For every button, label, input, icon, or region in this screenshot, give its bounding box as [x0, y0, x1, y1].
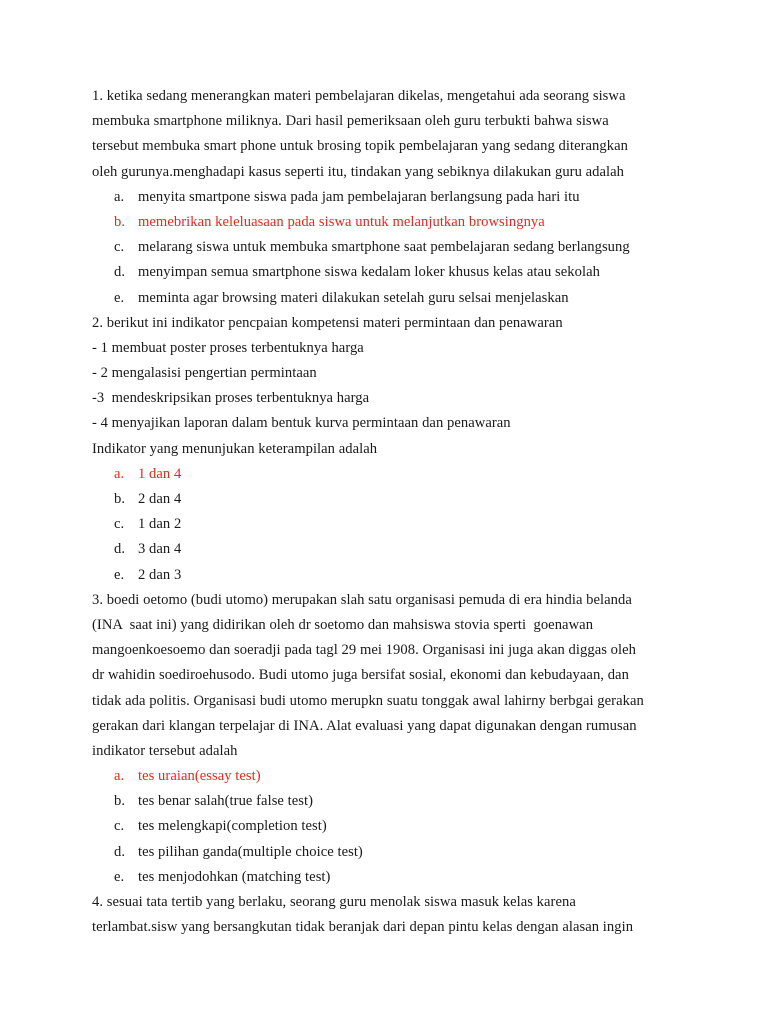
option-text: menyita smartpone siswa pada jam pembelajaran berlangsung pada hari itu	[138, 188, 580, 205]
option-letter: a.	[114, 768, 125, 785]
question-2-indicator-line: - 2 mengalasisi pengertian permintaan	[92, 365, 317, 382]
question-4	[92, 890, 682, 940]
option-text: menyimpan semua smartphone siswa kedalam loker khusus kelas atau sekolah	[138, 264, 600, 281]
question-2-indicator-line: - 1 membuat poster proses terbentuknya harga	[92, 339, 364, 356]
question-3-text-line: mangoenkoesoemo dan soeradji pada tagl 29 mei 1908. Organisasi ini juga akan diggas oleh	[92, 642, 636, 659]
question-2	[92, 311, 682, 588]
option-letter: c.	[114, 516, 125, 533]
option-text: tes uraian(essay test)	[138, 768, 261, 785]
option-text: 2 dan 4	[138, 491, 182, 507]
option-letter: c.	[114, 818, 125, 835]
option-text: tes benar salah(true false test)	[138, 793, 314, 810]
option-letter: c.	[114, 239, 125, 256]
question-2-option-b	[92, 487, 682, 512]
option-letter: d.	[114, 541, 126, 558]
question-2-indicator-line: -3 mendeskripsikan proses terbentuknya harga	[92, 390, 370, 407]
question-1-option-b-answer	[92, 210, 682, 235]
question-2-text-line: 2. berikut ini indikator pencpaian kompetensi materi permintaan dan penawaran	[92, 314, 563, 331]
question-3-text-line: (INA saat ini) yang didirikan oleh dr soetomo dan mahsiswa stovia sperti goenawan	[92, 616, 594, 633]
option-text: 1 dan 4	[138, 465, 182, 482]
question-4-text-line: 4. sesuai tata tertib yang berlaku, seorang guru menolak siswa masuk kelas karena	[92, 894, 576, 910]
question-1-text-line: oleh gurunya.menghadapi kasus seperti itu, tindakan yang sebiknya dilakukan guru adalah	[92, 163, 625, 180]
question-3-text-line: gerakan dari klangan terpelajar di INA. Alat evaluasi yang dapat digunakan dengan rumusan	[92, 717, 637, 734]
question-1	[92, 84, 682, 311]
option-letter: e.	[114, 289, 125, 306]
question-2-option-e	[92, 563, 682, 588]
question-3-option-c	[92, 814, 682, 839]
option-text: 2 dan 3	[138, 566, 182, 583]
option-letter: d.	[114, 264, 126, 281]
question-1-option-a	[92, 185, 682, 210]
document-body	[92, 84, 682, 940]
question-3-text-line: tidak ada politis. Organisasi budi utomo merupkn suatu tonggak awal lahirny berbgai gerakan	[92, 692, 644, 709]
question-3	[92, 588, 682, 890]
question-1-text-line: 1. ketika sedang menerangkan materi pembelajaran dikelas, mengetahui ada seorang siswa	[92, 88, 626, 104]
option-letter: a.	[114, 188, 125, 205]
question-3-option-a-answer	[92, 764, 682, 789]
question-2-indicator-line: - 4 menyajikan laporan dalam bentuk kurva permintaan dan penawaran	[92, 415, 511, 432]
question-3-option-d	[92, 840, 682, 865]
option-text: 3 dan 4	[138, 541, 182, 558]
option-text: tes pilihan ganda(multiple choice test)	[138, 843, 363, 860]
question-3-text-line: indikator tersebut adalah	[92, 742, 238, 759]
question-2-text-line: Indikator yang menunjukan keterampilan adalah	[92, 440, 378, 457]
question-2-option-d	[92, 537, 682, 562]
question-1-option-e	[92, 286, 682, 311]
option-text: 1 dan 2	[138, 516, 182, 533]
question-1-text-line: tersebut membuka smart phone untuk brosing topik pembelajaran yang sedang diterangkan	[92, 138, 628, 155]
option-letter: a.	[114, 465, 125, 482]
option-letter: b.	[114, 793, 126, 810]
question-3-text-line: dr wahidin soediroehusodo. Budi utomo juga bersifat sosial, ekonomi dan kebudayaan, dan	[92, 667, 629, 684]
option-text: tes melengkapi(completion test)	[138, 818, 327, 835]
option-text: meminta agar browsing materi dilakukan setelah guru selsai menjelaskan	[138, 289, 569, 306]
option-letter: d.	[114, 843, 126, 860]
option-letter: e.	[114, 566, 125, 583]
question-1-text-line: membuka smartphone miliknya. Dari hasil pemeriksaan oleh guru terbukti bahwa siswa	[92, 113, 609, 130]
question-2-option-c	[92, 512, 682, 537]
question-1-option-c	[92, 235, 682, 260]
option-letter: e.	[114, 868, 125, 885]
option-letter: b.	[114, 213, 126, 230]
question-3-option-e	[92, 865, 682, 890]
option-text: melarang siswa untuk membuka smartphone saat pembelajaran sedang berlangsung	[138, 239, 630, 256]
option-text: memebrikan keleluasaan pada siswa untuk melanjutkan browsingnya	[138, 213, 545, 230]
question-1-option-d	[92, 260, 682, 285]
option-letter: b.	[114, 491, 126, 507]
question-3-option-b	[92, 789, 682, 814]
option-text: tes menjodohkan (matching test)	[138, 868, 331, 885]
question-3-text-line: 3. boedi oetomo (budi utomo) merupakan slah satu organisasi pemuda di era hindia belanda	[92, 591, 632, 608]
question-2-option-a-answer	[92, 462, 682, 487]
question-4-text-line: terlambat.sisw yang bersangkutan tidak beranjak dari depan pintu kelas dengan alasan ingin	[92, 919, 634, 936]
